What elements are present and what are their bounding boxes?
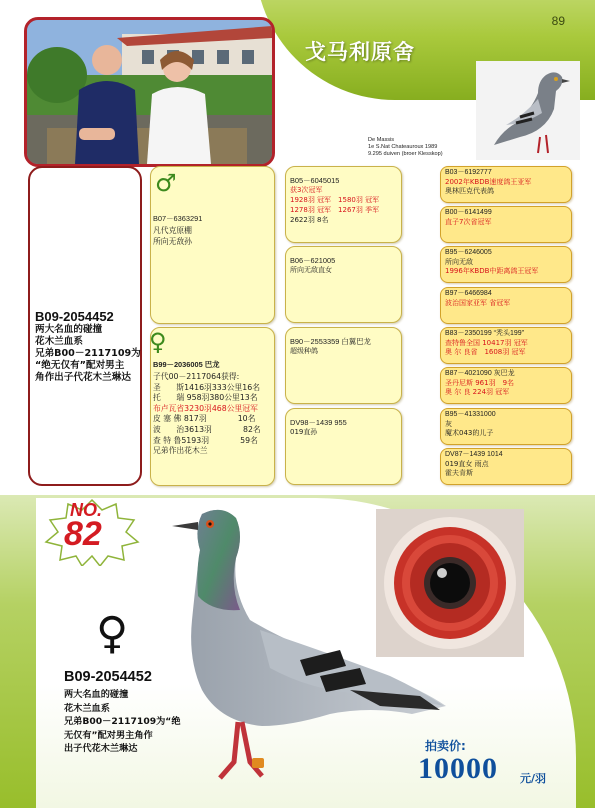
dam-line: 兄弟作出花木兰 — [153, 446, 208, 456]
dam-line: 皮 塞 佛 817羽 10名 — [153, 414, 256, 424]
reference-caption-line: 9.295 duiven (broer Klesskop) — [368, 151, 443, 157]
great-grandparent-box-3 — [440, 246, 572, 283]
page-number: 89 — [551, 14, 565, 28]
great-grandparent-ring-number: B83－2350199 “秃头199” — [445, 330, 524, 337]
dam-line: 圣 斯1416羽333公里16名 — [153, 382, 261, 392]
great-grandparent-line: 2002年KBDB速度鸽王亚军 — [445, 178, 532, 186]
great-grandparent-box-5 — [440, 327, 572, 364]
lower-ring-number: B09-2054452 — [64, 669, 152, 685]
sire-ring-number: B07－6363291 — [153, 214, 203, 223]
great-grandparent-line: 奥 尔 良省 1608羽 冠军 — [445, 348, 526, 356]
lower-description-line: 兄弟B00－2117109为“绝 — [64, 716, 181, 727]
great-grandparent-line: 霍夫肯斯 — [445, 469, 473, 477]
great-grandparent-ring-number: B87－4021090 灰巴龙 — [445, 370, 515, 377]
grandparent-line: 1278羽 冠军 1267羽 季军 — [290, 206, 380, 214]
dam-ring-number: B99－2036005 巴龙 — [153, 360, 220, 369]
reference-caption-line: 1e S.Nat Chateauroux 1989 — [368, 144, 438, 150]
great-grandparent-ring-number: DV87－1439 1014 — [445, 451, 503, 458]
grandparent-box-1 — [285, 166, 402, 243]
great-grandparent-box-2 — [440, 206, 572, 243]
subject-ring-number: B09-2054452 — [35, 309, 114, 324]
subject-box — [28, 166, 142, 486]
sire-box — [150, 166, 275, 324]
owners-photo-illustration — [27, 20, 272, 164]
sire-line: 凡代克原棚 — [153, 226, 192, 235]
lot-number: 82 — [64, 515, 102, 553]
price-label: 拍卖价: — [425, 739, 466, 753]
grandparent-line: 获3次冠军 — [290, 186, 323, 194]
great-grandparent-box-8 — [440, 448, 572, 485]
grandparent-line: 所向无敌直女 — [290, 266, 332, 274]
subject-line: 角作出子代花木兰琳达 — [35, 372, 131, 383]
grandparent-box-3 — [285, 327, 402, 404]
grandparent-line: 超级种鸽 — [290, 347, 318, 355]
great-grandparent-line: 圣丹尼斯 961羽 9名 — [445, 379, 515, 387]
price-value: 10000 — [418, 752, 498, 785]
subject-line: 两大名血的碰撞 — [35, 324, 103, 335]
grandparent-line: 1928羽 冠军 1580羽 冠军 — [290, 196, 380, 204]
great-grandparent-line: 奥 尔 良 224羽 冠军 — [445, 388, 510, 396]
grandparent-ring-number: B06－621005 — [290, 256, 336, 265]
sire-line: 所向无敌孙 — [153, 237, 192, 246]
great-grandparent-ring-number: B00－6141499 — [445, 209, 492, 216]
loft-title: 戈马利原舍 — [305, 40, 415, 64]
owners-photo — [24, 17, 275, 167]
female-symbol-large-icon: ♀ — [96, 608, 129, 659]
lower-description-line: 无仅有”配对男主角作 — [64, 729, 153, 741]
dam-line: 查 特 鲁5193羽 59名 — [153, 435, 258, 445]
grandparent-ring-number: B05－6045015 — [290, 176, 340, 185]
lower-description-line: 出子代花木兰琳达 — [64, 743, 138, 754]
eye-illustration — [376, 509, 524, 657]
grandparent-box-2 — [285, 246, 402, 323]
grandparent-ring-number: DV98－1439 955 — [290, 418, 347, 427]
dam-line: 托 瑞 958羽380公里13名 — [153, 393, 258, 403]
great-grandparent-box-6 — [440, 367, 572, 404]
lower-description — [64, 688, 194, 756]
great-grandparent-ring-number: B95－6246005 — [445, 249, 492, 256]
great-grandparent-line: 波治国家亚军 省冠军 — [445, 299, 511, 307]
subject-text — [35, 309, 145, 384]
great-grandparent-line: 直子7次省冠军 — [445, 218, 492, 226]
great-grandparent-box-4 — [440, 287, 572, 324]
grandparent-line: 019直孙 — [290, 428, 318, 436]
lower-description-line: 两大名血的碰撞 — [64, 689, 129, 700]
great-grandparent-ring-number: B03－6192777 — [445, 169, 492, 176]
eye-photo — [376, 509, 524, 657]
great-grandparent-line: 查特鲁全国 10417羽 冠军 — [445, 339, 528, 347]
great-grandparent-line: 019直女 雨点 — [445, 460, 489, 468]
lower-description-line: 花木兰血系 — [64, 702, 110, 714]
great-grandparent-line: 灰 — [445, 420, 452, 428]
great-grandparent-box-7 — [440, 408, 572, 445]
dam-line: 波 治3613羽 82名 — [153, 425, 261, 434]
price-unit: 元/羽 — [520, 772, 547, 785]
grandparent-line: 2622羽 8名 — [290, 216, 329, 224]
great-grandparent-line: 所向无敌 — [445, 258, 473, 266]
dam-line: 子代00－2117064获得: — [153, 372, 240, 381]
great-grandparent-line: 魔术043的儿子 — [445, 429, 494, 437]
great-grandparent-line: 1996年KBDB中距离鸽王冠军 — [445, 267, 539, 275]
grandparent-box-4 — [285, 408, 402, 485]
lot-number-label: NO. — [70, 500, 103, 520]
subject-line: 兄弟B00－2117109为 — [35, 348, 141, 359]
great-grandparent-line: 奥林匹克代表鸽 — [445, 187, 494, 195]
reference-caption-line: De Massis — [368, 137, 395, 143]
grandparent-ring-number: B90－2553359 白翼巴龙 — [290, 337, 371, 346]
dam-line: 布卢瓦省3230羽468公里冠军 — [153, 403, 258, 413]
female-symbol-icon: ♀ — [149, 328, 167, 356]
dam-box — [150, 327, 275, 486]
great-grandparent-ring-number: B95－41331000 — [445, 411, 496, 418]
reference-pigeon-illustration — [476, 61, 580, 160]
reference-pigeon-photo — [476, 61, 580, 160]
great-grandparent-ring-number: B97－6466984 — [445, 290, 492, 297]
reference-caption — [368, 137, 443, 158]
great-grandparent-box-1 — [440, 166, 572, 203]
subject-line: “绝无仅有”配对男主 — [35, 360, 125, 371]
male-symbol-icon: ♂ — [155, 169, 177, 197]
subject-line: 花木兰血系 — [35, 336, 83, 347]
